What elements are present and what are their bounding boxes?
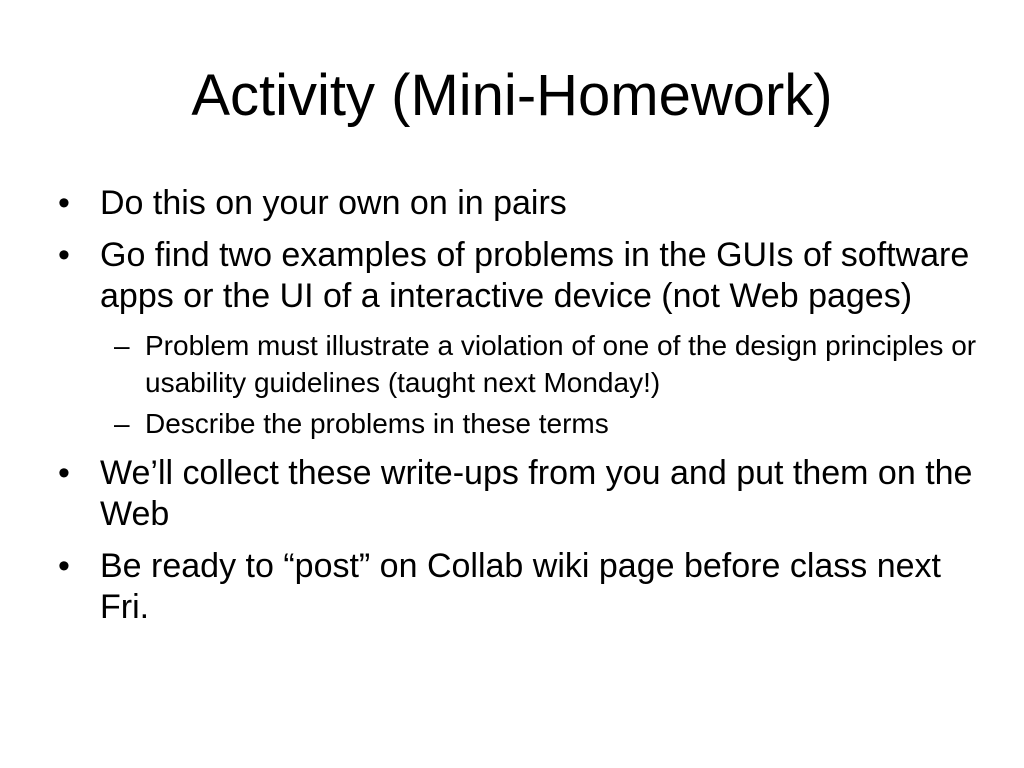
sub-bullet-text: Problem must illustrate a violation of one of the design principles or usability guidelines (taught next Monday!) — [145, 330, 977, 398]
dash-icon: – — [114, 330, 130, 361]
sub-bullet-text: Describe the problems in these terms — [145, 408, 609, 439]
bullet-icon: • — [58, 184, 70, 222]
bullet-item-be-ready-to-post — [54, 546, 984, 628]
sub-bullet-list — [100, 327, 984, 442]
bullet-text: Go find two examples of problems in the GUIs of software apps or the UI of a interactive device (not Web pages) — [100, 236, 970, 315]
bullet-text: Be ready to “post” on Collab wiki page before class next Fri. — [100, 547, 942, 626]
bullet-text: We’ll collect these write-ups from you and put them on the Web — [100, 454, 973, 533]
bullet-icon: • — [58, 454, 70, 492]
sub-bullet-item-describe-problems — [100, 405, 984, 442]
bullet-icon: • — [58, 547, 70, 585]
slide-title: Activity (Mini-Homework) — [191, 63, 833, 128]
dash-icon: – — [114, 408, 130, 439]
bullet-list — [54, 183, 984, 639]
sub-bullet-item-problem-must-illustrate — [100, 327, 984, 401]
bullet-item-collect-write-ups — [54, 453, 984, 535]
bullet-item-go-find-examples — [54, 235, 984, 442]
bullet-item-do-this-on-your-own — [54, 183, 984, 224]
bullet-text: Do this on your own on in pairs — [100, 184, 567, 222]
bullet-icon: • — [58, 236, 70, 274]
